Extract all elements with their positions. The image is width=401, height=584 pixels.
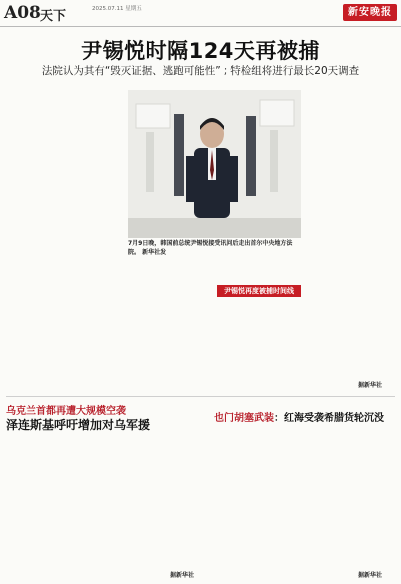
story3-source-credit: 据新华社: [358, 572, 383, 579]
section-divider: [6, 396, 395, 397]
story2-column-1: [6, 432, 104, 578]
page-number: A08: [4, 3, 41, 23]
subhead-part-a: 法院认为其有“毁灭证据、逃跑可能性”: [41, 65, 221, 77]
story3-column-1: [214, 424, 302, 578]
newspaper-logo: 新安晚报: [343, 4, 397, 21]
news-photo: [128, 90, 301, 238]
story2-title-line2: 泽连斯基呼吁增加对乌军援: [6, 418, 151, 432]
story3-title-red: 也门胡塞武装: [214, 413, 274, 424]
lead-middle-column-1: [128, 258, 212, 393]
lead-right-column: [305, 88, 395, 393]
lead-subhead: [0, 63, 401, 78]
section-title: 天下: [40, 9, 67, 24]
timeline-box-label: 尹锡悦再度被捕时间线: [217, 285, 301, 297]
lead-left-column-top: [6, 88, 124, 192]
subhead-separator: ;: [223, 65, 228, 77]
story3-title-rest: ：红海受袭希腊货轮沉没: [274, 413, 384, 424]
page-header: [0, 0, 401, 27]
issue-date: 2025.07.11 星期五: [92, 6, 142, 12]
timeline-column: [217, 304, 301, 393]
photo-illustration: [128, 90, 301, 238]
lead-source-credit: 据新华社: [358, 382, 383, 389]
story2-column-2: [108, 432, 206, 578]
story3-column-2: [306, 424, 396, 578]
lead-middle-column-2: [217, 258, 301, 273]
subhead-part-b: 特检组将进行最长20天调查: [230, 65, 360, 77]
story2-source-credit: 据新华社: [170, 572, 195, 579]
photo-caption: 7月9日晚，韩国前总统尹锡悦接受讯问后走出首尔中央地方法院。 新华社发: [128, 240, 293, 256]
story2-title-line1: 乌克兰首都再遭大规模空袭: [6, 406, 126, 417]
story3-title: [214, 409, 400, 424]
lead-headline: 尹锡悦时隔124天再被捕: [81, 39, 320, 63]
